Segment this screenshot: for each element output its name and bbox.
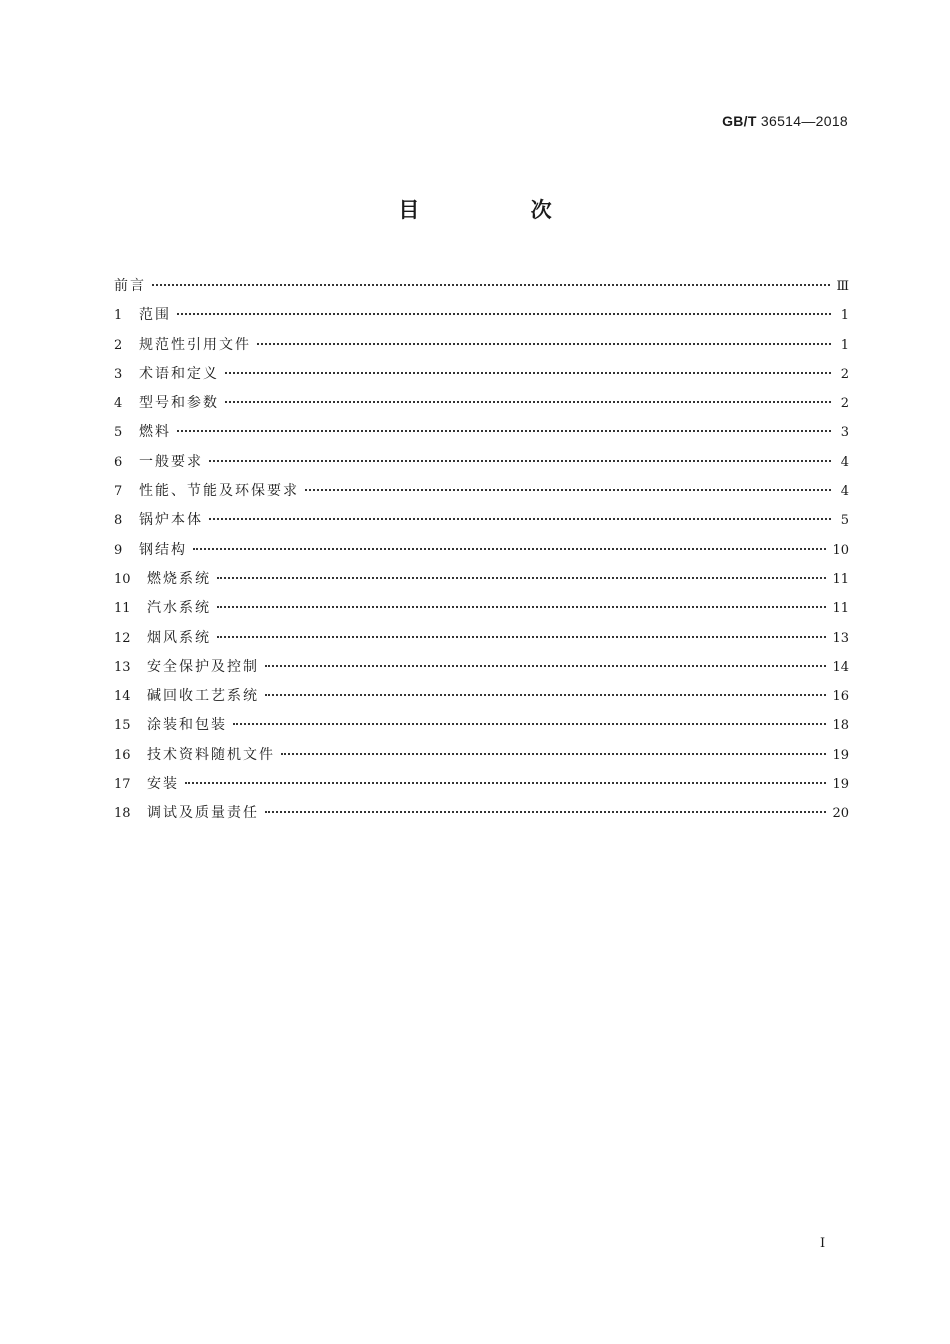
toc-entry-label: 前言 [114,278,146,294]
toc-entry[interactable] [114,536,849,565]
toc-dot-leader [217,577,826,579]
toc-dot-leader [225,372,831,374]
toc-entry[interactable] [114,506,849,535]
toc-entry-label: 一般要求 [139,453,203,470]
toc-entry[interactable] [114,565,849,594]
toc-entry[interactable] [114,770,849,799]
toc-entry[interactable] [114,477,849,506]
toc-dot-leader [177,313,831,315]
toc-entry-page: 20 [832,806,849,822]
toc-entry-label: 范围 [139,307,171,324]
toc-entry[interactable] [114,448,849,477]
toc-entry-page: 4 [840,484,849,500]
toc-entry-label: 钢结构 [139,541,187,558]
toc-entry-number: 1 [114,308,123,324]
toc-entry-label: 碱回收工艺系统 [147,688,259,705]
toc-entry-number: 11 [114,601,131,617]
toc-dot-leader [152,284,830,286]
toc-entry-number: 3 [114,366,123,382]
toc-entry-label: 烟风系统 [147,629,211,646]
toc-entry[interactable] [114,653,849,682]
toc-entry[interactable] [114,301,849,330]
toc-entry[interactable] [114,624,849,653]
toc-entry-label: 技术资料随机文件 [147,746,275,763]
table-of-contents [114,272,849,829]
toc-entry-page: 2 [840,366,849,382]
toc-entry[interactable] [114,418,849,447]
page-number: I [820,1236,826,1251]
toc-entry-page: 2 [840,396,849,412]
toc-entry-page: 11 [832,601,849,617]
toc-entry[interactable] [114,682,849,711]
toc-entry-page: 11 [832,571,849,587]
toc-entry-number: 9 [114,542,123,558]
toc-entry[interactable] [114,272,849,301]
toc-entry-number: 12 [114,630,131,646]
toc-entry-page: 16 [832,689,849,705]
toc-entry-page: 5 [840,513,849,529]
toc-entry-number: 15 [114,718,131,734]
toc-entry[interactable] [114,741,849,770]
toc-entry[interactable] [114,799,849,828]
toc-entry-page: 18 [832,718,849,734]
toc-entry-label: 安全保护及控制 [147,658,259,675]
toc-entry-number: 7 [114,484,123,500]
toc-entry[interactable] [114,360,849,389]
toc-entry-page: 13 [832,630,849,646]
toc-entry-page: 19 [832,747,849,763]
toc-entry-page: 10 [832,542,849,558]
toc-dot-leader [217,606,826,608]
toc-dot-leader [265,811,826,813]
toc-dot-leader [193,548,826,550]
toc-entry-label: 安装 [147,776,179,793]
toc-entry-number: 6 [114,454,123,470]
toc-dot-leader [185,782,826,784]
toc-entry-number: 4 [114,396,123,412]
toc-entry-label: 汽水系统 [147,600,211,617]
toc-dot-leader [225,401,831,403]
toc-dot-leader [265,694,826,696]
toc-entry[interactable] [114,389,849,418]
standard-code-prefix: GB/T [722,113,757,129]
toc-entry-number: 18 [114,806,131,822]
page-title: 目 次 [398,198,604,222]
toc-entry-page: 19 [832,777,849,793]
toc-entry-page: 3 [840,425,849,441]
toc-dot-leader [257,343,831,345]
toc-entry-label: 规范性引用文件 [139,336,251,353]
toc-dot-leader [305,489,831,491]
toc-entry-number: 17 [114,777,131,793]
toc-entry-number: 5 [114,425,123,441]
toc-entry-label: 调试及质量责任 [147,805,259,822]
toc-entry-number: 14 [114,689,131,705]
toc-entry-label: 燃烧系统 [147,570,211,587]
toc-entry[interactable] [114,331,849,360]
toc-entry-number: 13 [114,659,131,675]
toc-dot-leader [217,636,826,638]
toc-dot-leader [177,430,831,432]
toc-entry-page: 4 [840,454,849,470]
toc-entry-label: 性能、节能及环保要求 [139,483,299,500]
toc-entry-page: 1 [840,308,849,324]
toc-entry-number: 16 [114,747,131,763]
toc-entry[interactable] [114,594,849,623]
toc-entry-number: 8 [114,513,123,529]
toc-entry-number: 2 [114,337,123,353]
toc-entry-page: 14 [832,659,849,675]
toc-entry-label: 型号和参数 [139,395,219,412]
toc-entry-page: Ⅲ [836,279,849,294]
standard-code-number: 36514—2018 [760,113,848,129]
toc-dot-leader [281,753,826,755]
toc-entry-label: 涂装和包装 [147,717,227,734]
toc-dot-leader [233,723,826,725]
toc-entry-label: 燃料 [139,424,171,441]
toc-entry-number: 10 [114,571,131,587]
toc-dot-leader [209,518,831,520]
toc-dot-leader [265,665,826,667]
standard-code [722,113,848,129]
toc-entry-label: 术语和定义 [139,365,219,382]
toc-entry[interactable] [114,711,849,740]
toc-entry-label: 锅炉本体 [139,512,203,529]
toc-entry-page: 1 [840,337,849,353]
toc-dot-leader [209,460,831,462]
